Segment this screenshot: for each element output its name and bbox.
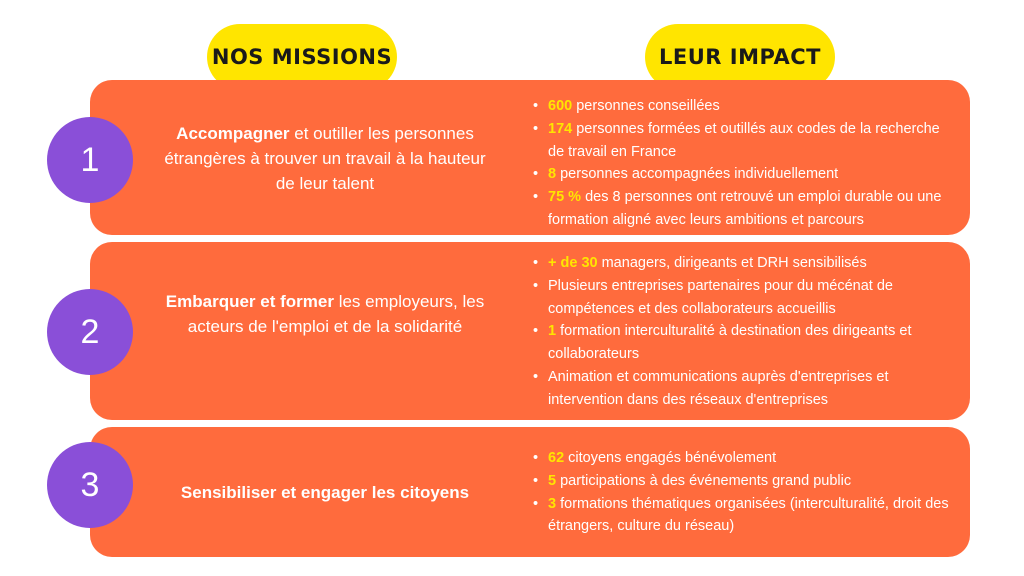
mission-bold-1: Accompagner bbox=[176, 124, 290, 143]
impact-list-2 bbox=[528, 252, 958, 412]
impact-item: • 174 personnes formées et outillés aux codes de la recherche de travail en France bbox=[528, 118, 958, 164]
impact-item: • 75 % des 8 personnes ont retrouvé un emploi durable ou une formation aligné avec leurs ambitions et parcours bbox=[528, 186, 958, 232]
header-impact: LEUR IMPACT bbox=[645, 24, 835, 90]
impact-item: • Plusieurs entreprises partenaires pour du mécénat de compétences et des collaborateurs accueillis bbox=[528, 275, 958, 321]
impact-item: • 5 participations à des événements grand public bbox=[528, 470, 958, 493]
impact-item: • Animation et communications auprès d'entreprises et intervention dans des réseaux d'entreprises bbox=[528, 366, 958, 412]
mission-rest-2: les employeurs, les acteurs de l'emploi et de la solidarité bbox=[187, 292, 485, 336]
impact-item: • 600 personnes conseillées bbox=[528, 95, 958, 118]
mission-bold-3: Sensibiliser et engager les citoyens bbox=[180, 483, 470, 502]
header-missions: NOS MISSIONS bbox=[207, 24, 397, 90]
row-number-badge-1: 1 bbox=[47, 117, 133, 203]
impact-item: • + de 30 managers, dirigeants et DRH sensibilisés bbox=[528, 252, 958, 275]
mission-text-3 bbox=[160, 480, 490, 505]
impact-item: • 8 personnes accompagnées individuellement bbox=[528, 163, 958, 186]
row-number-badge-2: 2 bbox=[47, 289, 133, 375]
impact-item: • 3 formations thématiques organisées (interculturalité, droit des étrangers, culture du réseau) bbox=[528, 493, 958, 539]
row-number-badge-3: 3 bbox=[47, 442, 133, 528]
impact-list-3 bbox=[528, 447, 958, 538]
mission-rest-1: et outiller les personnes étrangères à trouver un travail à la hauteur de leur talent bbox=[164, 124, 486, 193]
impact-item: • 1 formation interculturalité à destination des dirigeants et collaborateurs bbox=[528, 320, 958, 366]
impact-item: • 62 citoyens engagés bénévolement bbox=[528, 447, 958, 470]
mission-text-2 bbox=[160, 289, 490, 339]
mission-bold-2: Embarquer et former bbox=[165, 292, 334, 311]
mission-text-1 bbox=[160, 121, 490, 196]
impact-list-1 bbox=[528, 95, 958, 232]
